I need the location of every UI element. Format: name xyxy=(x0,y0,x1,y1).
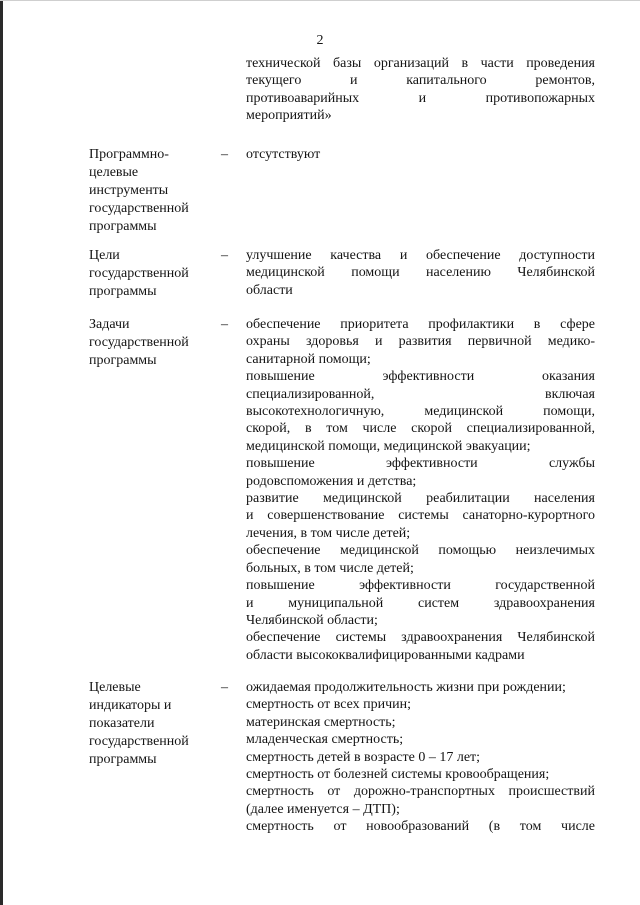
label-line: государственной xyxy=(89,335,189,350)
text-line: развитие медицинской реабилитации населения xyxy=(246,491,595,507)
section-value xyxy=(246,316,595,664)
text-line: медицинской помощи, медицинской эвакуации; xyxy=(246,438,531,454)
text-line: мероприятий» xyxy=(246,108,332,124)
label-line: государственной xyxy=(89,266,189,281)
section-label xyxy=(89,146,214,236)
text-line: смертность от дорожно-транспортных происшествий xyxy=(246,784,595,800)
dash-separator: – xyxy=(221,248,228,263)
text-line: отсутствуют xyxy=(246,147,321,162)
text-line: лечения, в том числе детей; xyxy=(246,525,411,541)
text-line: обеспечение медицинской помощью неизлечимых xyxy=(246,543,595,559)
text-line: текущего и капитального ремонтов, xyxy=(246,73,595,89)
text-line: медицинской помощи населению Челябинской xyxy=(246,265,595,281)
text-line: обеспечение системы здравоохранения Челябинской xyxy=(246,630,595,646)
label-line: государственной xyxy=(89,201,189,216)
text-line: санитарной помощи; xyxy=(246,351,371,367)
text-line: охраны здоровья и развития первичной медико- xyxy=(246,334,595,350)
section-label xyxy=(89,247,214,301)
label-line: программы xyxy=(89,752,157,767)
continuation-text xyxy=(246,55,595,125)
text-line: материнская смертность; xyxy=(246,714,396,730)
section-label xyxy=(89,316,214,370)
label-line: программы xyxy=(89,353,157,368)
label-line: Цели xyxy=(89,248,120,263)
text-line: ожидаемая продолжительность жизни при рождении; xyxy=(246,680,566,695)
label-line: показатели xyxy=(89,716,155,731)
page-number: 2 xyxy=(316,33,324,48)
text-line: и совершенствование системы санаторно-курортного xyxy=(246,508,595,524)
text-line: больных, в том числе детей; xyxy=(246,560,414,576)
text-line: области xyxy=(246,282,293,298)
text-line: специализированной, включая xyxy=(246,386,595,402)
dash-separator: – xyxy=(221,680,228,695)
text-line: Челябинской области; xyxy=(246,612,378,628)
text-line: и муниципальной систем здравоохранения xyxy=(246,595,595,611)
scan-top-edge xyxy=(0,0,640,1)
text-line: повышение эффективности службы xyxy=(246,456,595,472)
text-line: смертность от новообразований (в том числе xyxy=(246,819,595,835)
label-line: государственной xyxy=(89,734,189,749)
label-line: индикаторы и xyxy=(89,698,172,713)
text-line: смертность от всех причин; xyxy=(246,697,412,713)
label-line: программы xyxy=(89,284,157,299)
label-line: целевые xyxy=(89,165,139,180)
text-line: обеспечение приоритета профилактики в сфере xyxy=(246,317,595,332)
text-line: улучшение качества и обеспечение доступности xyxy=(246,248,595,263)
dash-separator: – xyxy=(221,147,228,162)
text-line: технической базы организаций в части проведения xyxy=(246,56,595,71)
label-line: Целевые xyxy=(89,680,141,695)
text-line: родовспоможения и детства; xyxy=(246,473,417,489)
section-value xyxy=(246,146,595,163)
text-line: скорой, в том числе скорой специализированной, xyxy=(246,421,595,437)
text-line: смертность от болезней системы кровообращения; xyxy=(246,767,550,783)
text-line: смертность детей в возрасте 0 – 17 лет; xyxy=(246,749,481,765)
section-value xyxy=(246,247,595,299)
dash-separator: – xyxy=(221,317,228,332)
text-line: (далее именуется – ДТП); xyxy=(246,801,400,817)
label-line: Программно- xyxy=(89,147,169,162)
section-label xyxy=(89,679,214,769)
label-line: Задачи xyxy=(89,317,130,332)
label-line: программы xyxy=(89,219,157,234)
section-value xyxy=(246,679,595,836)
scan-left-edge xyxy=(0,0,3,905)
label-line: инструменты xyxy=(89,183,169,198)
text-line: повышение эффективности государственной xyxy=(246,578,595,594)
text-line: высокотехнологичную, медицинской помощи, xyxy=(246,404,595,420)
text-line: повышение эффективности оказания xyxy=(246,369,595,385)
text-line: младенческая смертность; xyxy=(246,732,404,748)
text-line: противоаварийных и противопожарных xyxy=(246,90,595,106)
text-line: области высококвалифицированными кадрами xyxy=(246,647,525,663)
